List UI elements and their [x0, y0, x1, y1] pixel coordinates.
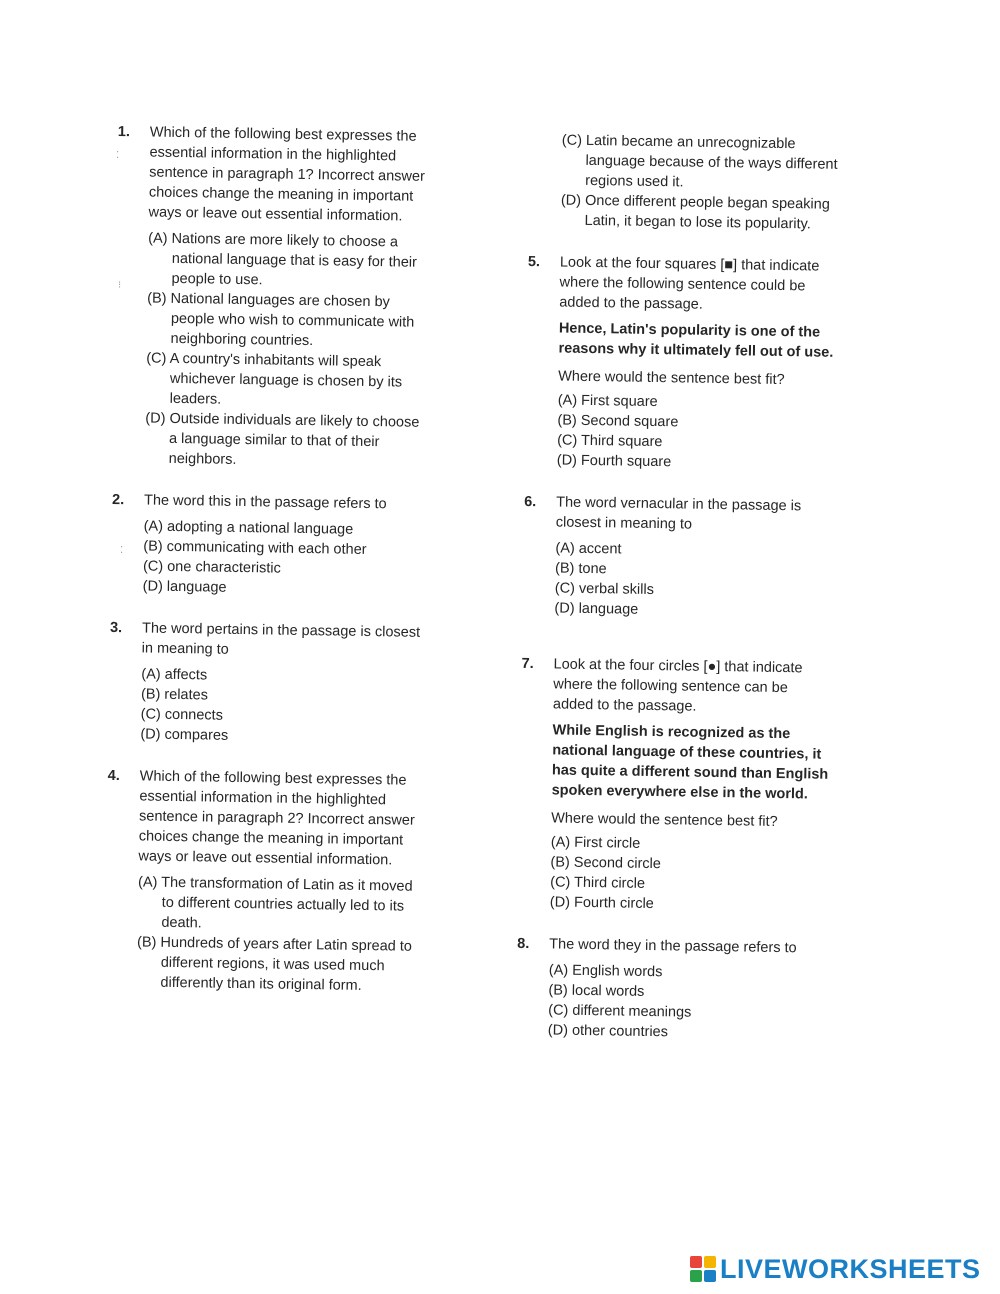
answer-option[interactable]: (A) First circle	[550, 834, 641, 852]
brand-name: LIVEWORKSHEETS	[720, 1253, 981, 1284]
question-number: 4.	[107, 767, 120, 785]
answer-option[interactable]: (A) First square	[557, 392, 658, 411]
question-number: 1.	[117, 123, 131, 141]
scan-speck: ⁝	[118, 280, 122, 291]
answer-option[interactable]: (A) affects	[141, 666, 208, 684]
question-stem: The word they in the passage refers to	[549, 936, 797, 957]
scan-speck: ⁚	[116, 150, 120, 161]
question-6	[522, 492, 834, 623]
answer-option[interactable]: (B) relates	[140, 686, 209, 704]
answer-option[interactable]: (A) adopting a national language	[143, 518, 354, 538]
question-stem: Which of the following best expresses the essential information in the highlighted sentence in paragraph 2? Incorrect answer choices change the meaning in important ways or leave out essential information.	[138, 768, 415, 869]
question-7	[518, 654, 832, 917]
left-column	[104, 122, 433, 997]
question-stem: Look at the four squares [■] that indicate where the following sentence could be added to the passage.	[559, 254, 820, 313]
answer-option[interactable]: (D) Once different people began speaking Latin, it began to lose its popularity.	[560, 192, 830, 233]
question-prompt: Where would the sentence best fit?	[558, 368, 785, 389]
question-prompt: Where would the sentence best fit?	[551, 810, 778, 830]
question-5	[525, 252, 838, 475]
question-8	[516, 934, 828, 1045]
question-stem: Look at the four circles [●] that indicate where the following sentence can be added to the passage.	[552, 656, 803, 715]
insert-sentence: While English is recognized as the national language of these countries, it has quite a different sound than English spoken everywhere else in the world.	[551, 722, 829, 803]
answer-option[interactable]: (B) Second circle	[550, 854, 662, 873]
question-1	[113, 122, 433, 473]
answer-option[interactable]: (B) tone	[554, 560, 607, 578]
answer-option[interactable]: (B) local words	[548, 982, 645, 1000]
question-3	[108, 618, 425, 749]
question-number: 7.	[521, 655, 534, 673]
answer-option[interactable]: (D) compares	[140, 726, 229, 744]
answer-option[interactable]: (A) accent	[555, 540, 622, 558]
answer-option[interactable]: (C) one characteristic	[142, 558, 281, 577]
answer-option[interactable]: (A) English words	[548, 962, 663, 981]
answer-option[interactable]: (B) communicating with each other	[143, 538, 367, 558]
scan-speck: ⁚	[120, 545, 124, 556]
answer-option[interactable]: (C) different meanings	[548, 1002, 692, 1021]
question-stem: The word this in the passage refers to	[143, 492, 387, 513]
question-4	[104, 766, 423, 997]
question-number: 3.	[109, 619, 123, 637]
answer-option[interactable]: (B) National languages are chosen by people who wish to communicate with neighboring countries.	[147, 290, 415, 350]
answer-option[interactable]: (C) Third circle	[550, 874, 646, 892]
answer-option[interactable]: (D) language	[142, 578, 227, 596]
question-number: 6.	[524, 493, 537, 511]
answer-option[interactable]: (C) Latin became an unrecognizable language because of the ways different regions used it.	[561, 132, 838, 191]
answer-option[interactable]: (D) Fourth square	[556, 452, 672, 471]
answer-option[interactable]: (D) Fourth circle	[549, 894, 654, 913]
answer-option[interactable]: (C) verbal skills	[554, 580, 655, 599]
answer-option[interactable]: (A) Nations are more likely to choose a national language that is easy for their people to use.	[148, 230, 418, 289]
answer-option[interactable]: (C) connects	[140, 706, 224, 724]
answer-option[interactable]: (D) language	[554, 600, 639, 618]
liveworksheets-brand	[690, 1253, 981, 1285]
question-4-continued	[560, 131, 840, 235]
answer-option[interactable]: (C) A country's inhabitants will speak whichever language is chosen by its leaders.	[146, 350, 403, 408]
right-column	[516, 130, 840, 1045]
question-stem: The word vernacular in the passage is closest in meaning to	[555, 494, 802, 533]
question-stem: Which of the following best expresses the essential information in the highlighted sentence in paragraph 1? Incorrect answer choices change the meaning in important ways or leave out essential information.	[148, 124, 425, 225]
question-2	[111, 490, 428, 601]
answer-option[interactable]: (D) Outside individuals are likely to choose a language similar to that of their neighbors.	[145, 410, 420, 468]
insert-sentence: Hence, Latin's popularity is one of the reasons why it ultimately fell out of use.	[558, 320, 834, 361]
answer-option[interactable]: (D) other countries	[547, 1022, 669, 1041]
liveworksheets-logo-icon	[690, 1256, 716, 1282]
answer-option[interactable]: (B) Second square	[557, 412, 679, 431]
question-number: 8.	[517, 935, 530, 953]
answer-option[interactable]: (A) The transformation of Latin as it moved to different countries actually led to its death.	[137, 874, 413, 932]
answer-option[interactable]: (B) Hundreds of years after Latin spread to different regions, it was used much differently than its original form.	[136, 934, 413, 994]
question-stem: The word pertains in the passage is closest in meaning to	[141, 620, 421, 658]
answer-option[interactable]: (C) Third square	[557, 432, 663, 451]
question-number: 2.	[111, 491, 125, 509]
question-number: 5.	[527, 253, 541, 271]
